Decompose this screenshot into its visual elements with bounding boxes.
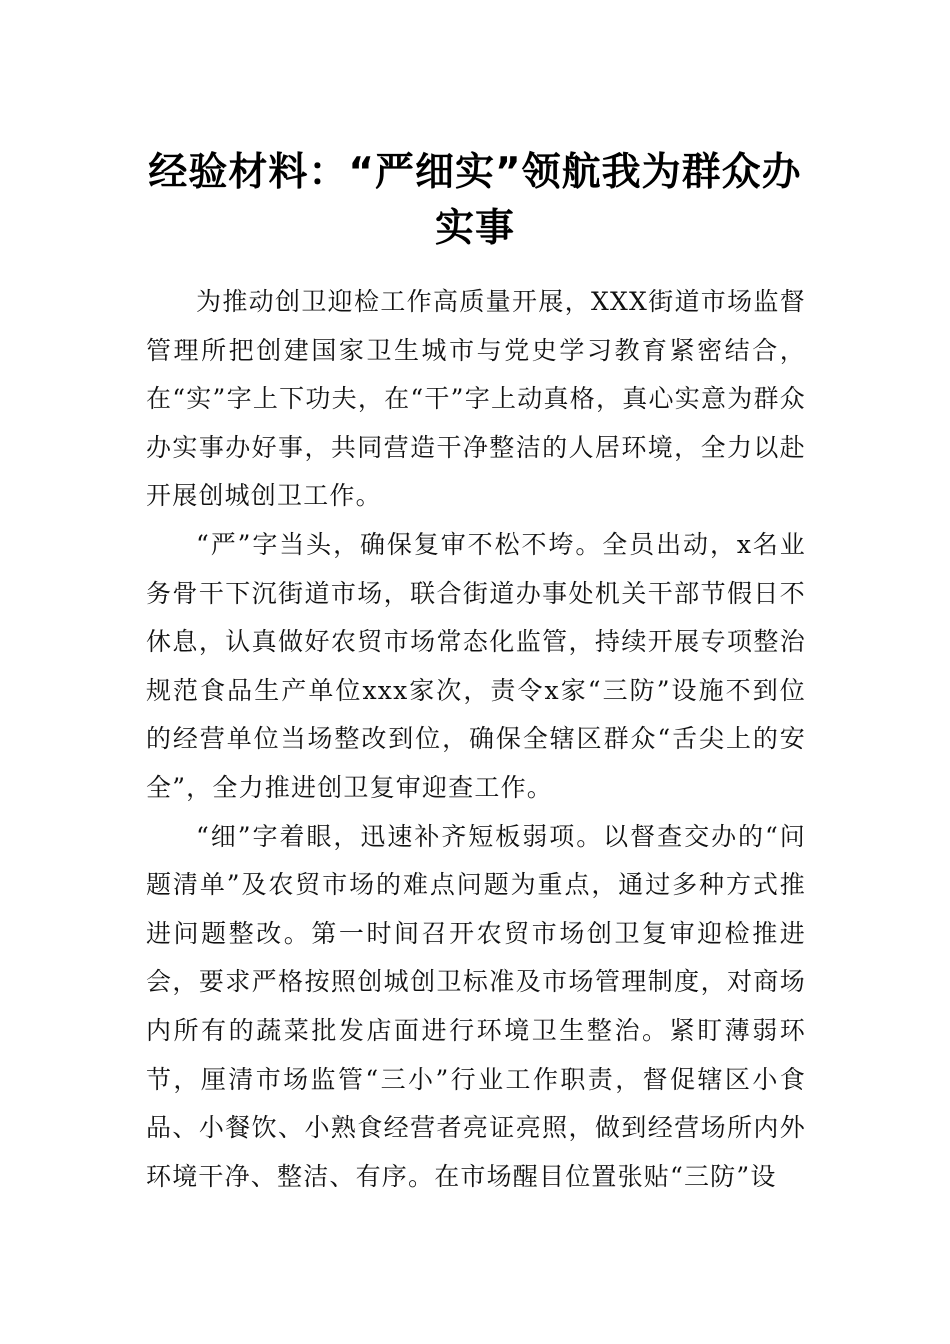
document-body	[146, 278, 806, 1201]
document-title: 经验材料：“严细实”领航我为群众办实事	[148, 150, 802, 251]
paragraph-intro: 为推动创卫迎检工作高质量开展，XXX街道市场监督管理所把创建国家卫生城市与党史学习教育紧密结合，在“实”字上下功夫，在“干”字上动真格，真心实意为群众办实事办好事，共同营造干净整洁的人居环境，全力以赴开展创城创卫工作。	[146, 287, 806, 511]
paragraph-detail: “细”字着眼，迅速补齐短板弱项。以督查交办的“问题清单”及农贸市场的难点问题为重点，通过多种方式推进问题整改。第一时间召开农贸市场创卫复审迎检推进会，要求严格按照创城创卫标准及市场管理制度，对商场内所有的蔬菜批发店面进行环境卫生整治。紧盯薄弱环节，厘清市场监管“三小”行业工作职责，督促辖区小食品、小餐饮、小熟食经营者亮证亮照，做到经营场所内外环境干净、整洁、有序。在市场醒目位置张贴“三防”设	[146, 821, 806, 1191]
paragraph-strict: “严”字当头，确保复审不松不垮。全员出动，x名业务骨干下沉街道市场，联合街道办事处机关干部节假日不休息，认真做好农贸市场常态化监管，持续开展专项整治规范食品生产单位xxx家次，责令x家“三防”设施不到位的经营单位当场整改到位，确保全辖区群众“舌尖上的安全”，全力推进创卫复审迎查工作。	[146, 529, 806, 802]
